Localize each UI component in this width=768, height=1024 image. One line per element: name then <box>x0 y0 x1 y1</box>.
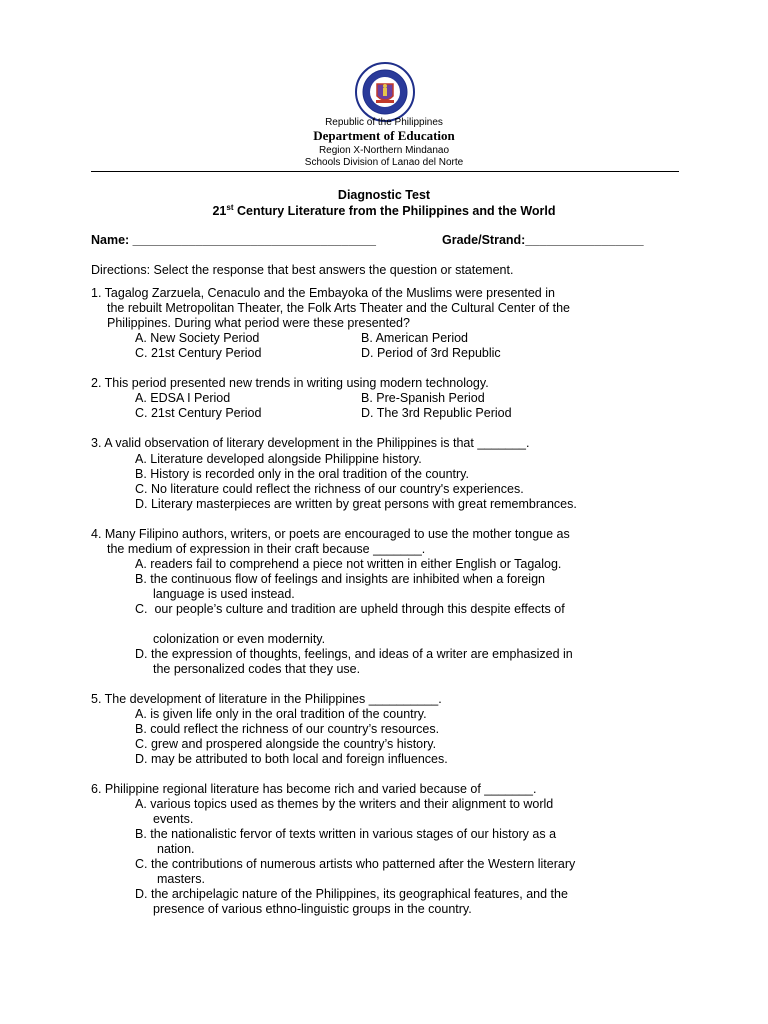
q5-choice-b[interactable]: B. could reflect the richness of our country’s resources. <box>135 722 440 736</box>
q5-stem: 5. The development of literature in the Philippines __________. <box>91 692 442 706</box>
subtitle-number: 21 <box>212 204 227 219</box>
header-divider <box>91 171 679 172</box>
q1-choice-c[interactable]: C. 21st Century Period <box>135 346 262 360</box>
q2-stem: 2. This period presented new trends in writing using modern technology. <box>91 376 489 390</box>
q4-choice-b-cont: language is used instead. <box>153 587 295 601</box>
q5-choice-c[interactable]: C. grew and prospered alongside the country’s history. <box>135 737 437 751</box>
q6-choice-c[interactable]: C. the contributions of numerous artists who patterned after the Western literary <box>135 857 576 871</box>
q4-choice-c[interactable]: C. our people’s culture and tradition are upheld through this despite effects of <box>135 602 565 616</box>
q4-choice-d-cont: the personalized codes that they use. <box>153 662 361 676</box>
grade-strand-field[interactable]: Grade/Strand:_________________ <box>442 233 644 247</box>
header-republic: Republic of the Philippines <box>325 117 443 128</box>
header-region: Region X-Northern Mindanao <box>318 145 450 156</box>
q3-stem: 3. A valid observation of literary development in the Philippines is that _______. <box>91 436 530 450</box>
q3-choice-d[interactable]: D. Literary masterpieces are written by great persons with great remembrances. <box>135 497 577 511</box>
deped-seal-logo <box>355 62 415 122</box>
header-division: Schools Division of Lanao del Norte <box>304 157 464 168</box>
test-title: Diagnostic Test <box>337 188 431 202</box>
test-subtitle <box>0 203 768 218</box>
q4-stem: 4. Many Filipino authors, writers, or poets are encouraged to use the mother tongue as <box>91 527 570 541</box>
q1-stem: 1. Tagalog Zarzuela, Cenaculo and the Embayoka of the Muslims were presented in <box>91 286 555 300</box>
q4-choice-d[interactable]: D. the expression of thoughts, feelings, and ideas of a writer are emphasized in <box>135 647 573 661</box>
q3-choice-c[interactable]: C. No literature could reflect the richness of our country's experiences. <box>135 482 524 496</box>
q6-choice-d-cont: presence of various ethno-linguistic groups in the country. <box>153 902 472 916</box>
q2-choice-a[interactable]: A. EDSA I Period <box>135 391 231 405</box>
header-department: Department of Education <box>313 128 455 143</box>
q1-choice-a[interactable]: A. New Society Period <box>135 331 260 345</box>
q1-stem: Philippines. During what period were these presented? <box>107 316 410 330</box>
q2-choice-b[interactable]: B. Pre-Spanish Period <box>361 391 485 405</box>
q5-choice-a[interactable]: A. is given life only in the oral tradition of the country. <box>135 707 427 721</box>
directions-text: Directions: Select the response that best answers the question or statement. <box>91 263 514 277</box>
q5-choice-d[interactable]: D. may be attributed to both local and foreign influences. <box>135 752 448 766</box>
q6-stem: 6. Philippine regional literature has become rich and varied because of _______. <box>91 782 537 796</box>
q3-choice-a[interactable]: A. Literature developed alongside Philippine history. <box>135 452 422 466</box>
name-field[interactable]: Name: ___________________________________ <box>91 233 376 247</box>
q3-choice-b[interactable]: B. History is recorded only in the oral tradition of the country. <box>135 467 469 481</box>
q6-choice-a[interactable]: A. various topics used as themes by the writers and their alignment to world <box>135 797 554 811</box>
q6-choice-d[interactable]: D. the archipelagic nature of the Philippines, its geographical features, and the <box>135 887 568 901</box>
q6-choice-a-cont: events. <box>153 812 194 826</box>
q1-stem: the rebuilt Metropolitan Theater, the Folk Arts Theater and the Cultural Center of the <box>107 301 570 315</box>
q6-choice-b[interactable]: B. the nationalistic fervor of texts written in various stages of our history as a <box>135 827 557 841</box>
q2-choice-c[interactable]: C. 21st Century Period <box>135 406 262 420</box>
q4-choice-b[interactable]: B. the continuous flow of feelings and insights are inhibited when a foreign <box>135 572 545 586</box>
q4-stem: the medium of expression in their craft because _______. <box>107 542 426 556</box>
q6-choice-c-cont: masters. <box>157 872 205 886</box>
q2-choice-d[interactable]: D. The 3rd Republic Period <box>361 406 512 420</box>
q4-choice-a[interactable]: A. readers fail to comprehend a piece not written in either English or Tagalog. <box>135 557 562 571</box>
q1-choice-d[interactable]: D. Period of 3rd Republic <box>361 346 501 360</box>
q6-choice-b-cont: nation. <box>157 842 195 856</box>
q1-choice-b[interactable]: B. American Period <box>361 331 468 345</box>
subtitle-superscript: st <box>226 203 234 212</box>
subtitle-text: Century Literature from the Philippines and the World <box>233 204 556 219</box>
q4-choice-c-cont: colonization or even modernity. <box>153 632 326 646</box>
